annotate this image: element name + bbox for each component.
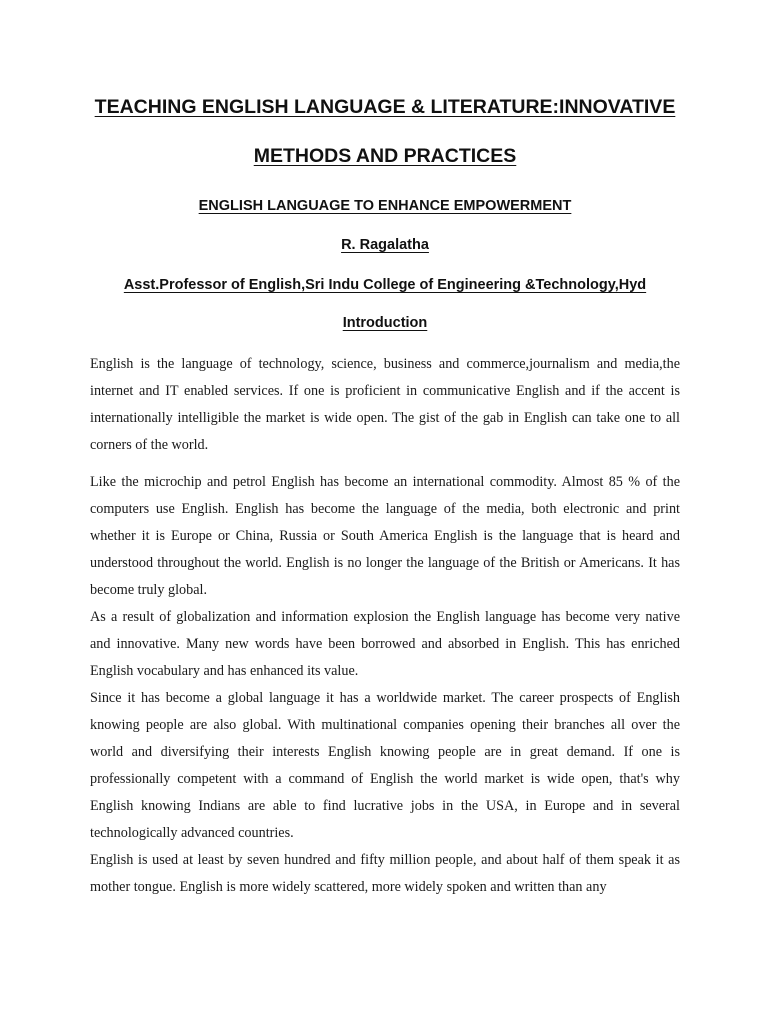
document-subtitle: ENGLISH LANGUAGE TO ENHANCE EMPOWERMENT (198, 198, 572, 214)
author-name: R. Ragalatha (341, 237, 429, 253)
paragraph: As a result of globalization and information explosion the English language has become very native and innovative. Many new words have been borrowed and absorbed in English. This has enriched English vocabulary and has enhanced its value. (90, 609, 680, 679)
paragraph: English is the language of technology, science, business and commerce,journalism and media,the internet and IT enabled services. If one is proficient in communicative English and if the accent is internationally intelligible the market is wide open. The gist of the gab in English can take one to all corners of the world. (90, 356, 680, 453)
document-title: TEACHING ENGLISH LANGUAGE & LITERATURE:INNOVATIVE METHODS AND PRACTICES (94, 96, 676, 167)
section-heading: Introduction (342, 315, 428, 331)
body-text (90, 351, 680, 901)
paragraph: English is used at least by seven hundred and fifty million people, and about half of them speak it as mother tongue. English is more widely scattered, more widely spoken and written than any (90, 852, 680, 895)
paragraph: Since it has become a global language it has a worldwide market. The career prospects of English knowing people are also global. With multinational companies opening their branches all over the world and diversifying their interests English knowing people are in great demand. If one is professionally competent with a command of English the world market is wide open, that's why English knowing Indians are able to find lucrative jobs in the USA, in Europe and in several technologically advanced countries. (90, 690, 680, 841)
paragraph: Like the microchip and petrol English has become an international commodity. Almost 85 % of the computers use English. English has become the language of the media, both electronic and print whether it is Europe or China, Russia or South America English is the language that is heard and understood throughout the world. English is no longer the language of the British or Americans. It has become truly global. (90, 474, 680, 598)
author-affiliation: Asst.Professor of English,Sri Indu College of Engineering &Technology,Hyd (123, 277, 647, 293)
